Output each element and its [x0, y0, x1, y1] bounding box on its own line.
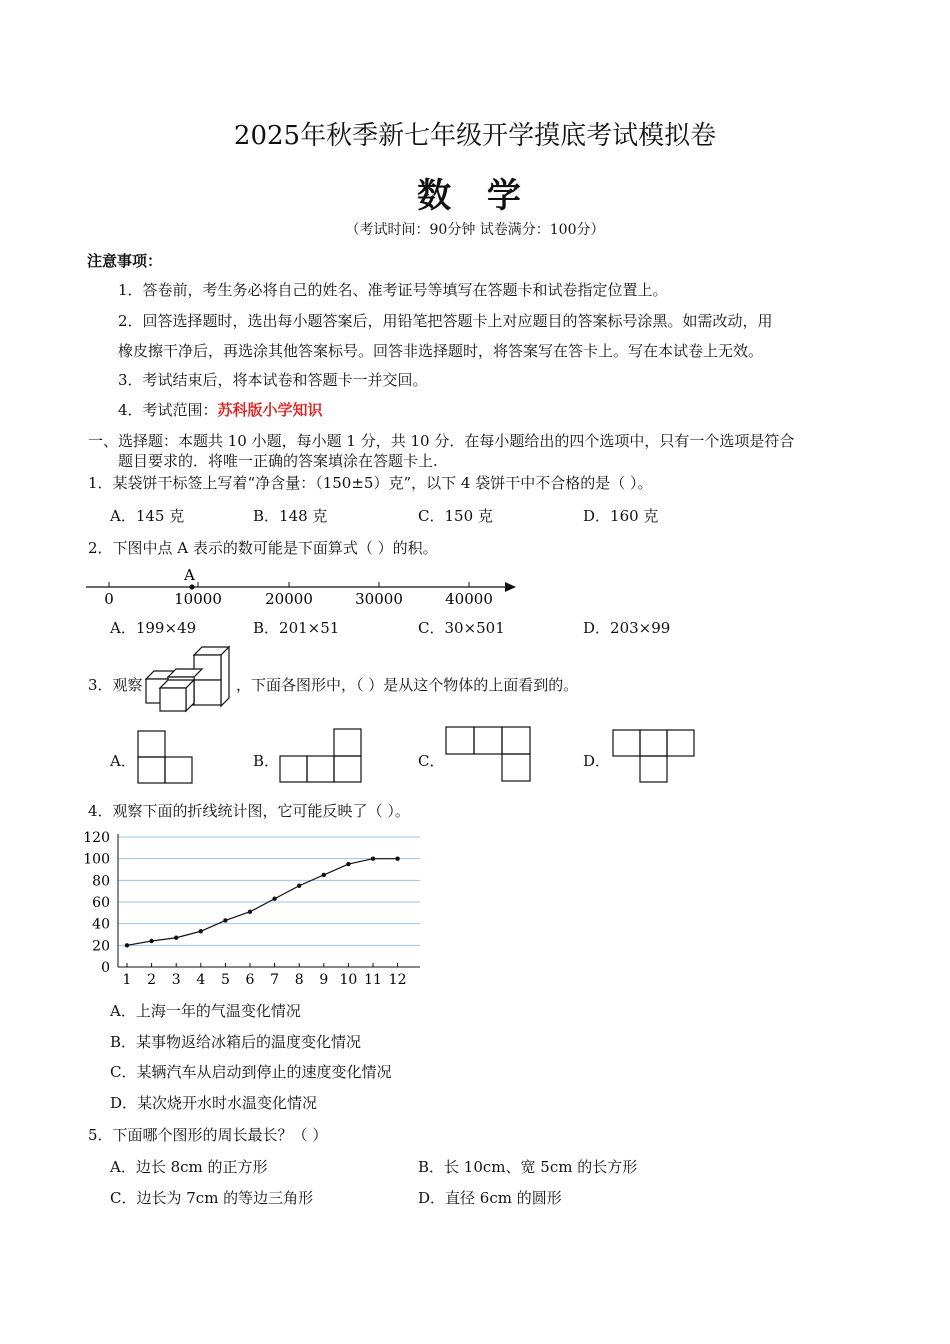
y-tick-label: 80 — [92, 873, 110, 890]
q1-stem: 1．某袋饼干标签上写着“净含量：（150±5）克”，以下 4 袋饼干中不合格的是（ ）。 — [88, 474, 653, 492]
q3-option-d: D． — [583, 752, 611, 770]
q2-stem: 2．下图中点 A 表示的数可能是下面算式（ ）的积。 — [88, 539, 438, 557]
tick-label-30000: 30000 — [355, 590, 403, 608]
point-a — [189, 584, 194, 589]
data-point — [248, 910, 252, 914]
q3-option-b: B． — [253, 752, 280, 770]
data-point — [199, 929, 203, 933]
q1-option-a: A．145 克 — [110, 507, 185, 525]
x-tick-label: 12 — [388, 972, 407, 988]
x-tick-label: 5 — [220, 972, 230, 988]
exam-title: 2025年秋季新七年级开学摸底考试模拟卷 — [233, 121, 717, 151]
note-4-scope: 苏科版小学知识 — [217, 401, 323, 419]
y-tick-label: 100 — [83, 851, 110, 868]
q2-number-line — [80, 560, 525, 612]
data-point — [149, 939, 153, 943]
q3-stem-prefix: 3．观察 — [88, 676, 143, 694]
x-tick-label: 1 — [122, 972, 132, 988]
data-point — [322, 873, 326, 877]
y-tick-label: 20 — [92, 938, 110, 955]
q3-option-a: A． — [110, 752, 136, 770]
q2-option-b: B．201×51 — [253, 619, 340, 637]
x-tick-label: 8 — [294, 972, 304, 988]
q2-option-d: D．203×99 — [583, 619, 671, 637]
exam-meta: （考试时间：90分钟 试卷满分：100分） — [345, 222, 605, 238]
y-tick-label: 40 — [92, 916, 110, 933]
number-line-arrow — [505, 582, 516, 592]
tick-label-20000: 20000 — [265, 590, 313, 608]
q4-stem: 4．观察下面的折线统计图，它可能反映了（ ）。 — [88, 802, 410, 820]
q3-figure-a — [137, 730, 195, 785]
x-tick-label: 7 — [270, 972, 280, 988]
note-4-prefix: 4．考试范围： — [118, 401, 218, 419]
q2-option-c: C．30×501 — [418, 619, 505, 637]
q3-option-c: C． — [418, 752, 445, 770]
q4-option-b: B．某事物返给冰箱后的温度变化情况 — [110, 1033, 362, 1051]
point-a-label: A — [184, 566, 195, 584]
q3-stem-suffix: ，下面各图形中，（ ）是从这个物体的上面看到的。 — [236, 676, 579, 694]
q3-figure-b — [278, 728, 364, 785]
q4-option-c: C．某辆汽车从启动到停止的速度变化情况 — [110, 1063, 392, 1081]
x-tick-label: 9 — [319, 972, 329, 988]
q5-option-d: D．直径 6cm 的圆形 — [418, 1189, 562, 1207]
x-tick-label: 6 — [245, 972, 255, 988]
data-point — [371, 856, 375, 860]
data-point — [346, 862, 350, 866]
x-tick-label: 11 — [364, 972, 382, 988]
data-point — [223, 918, 227, 922]
q5-option-b: B．长 10cm、宽 5cm 的长方形 — [418, 1158, 638, 1176]
note-1: 1．答卷前，考生务必将自己的姓名、准考证号等填写在答题卡和试卷指定位置上。 — [118, 281, 668, 299]
q4-option-a: A．上海一年的气温变化情况 — [110, 1002, 301, 1020]
tick-label-40000: 40000 — [445, 590, 493, 608]
x-tick-label: 3 — [171, 972, 181, 988]
y-tick-label: 120 — [83, 830, 110, 846]
x-tick-label: 2 — [147, 972, 157, 988]
q3-figure-d — [611, 728, 697, 785]
q4-line-chart — [80, 826, 425, 991]
subject-title: 数 学 — [417, 176, 533, 216]
section1-instructions-line1: 一、选择题：本题共 10 小题，每小题 1 分，共 10 分．在每小题给出的四个选项中，只有一个选项是符合 — [88, 432, 795, 450]
x-tick-label: 4 — [196, 972, 206, 988]
q5-option-a: A．边长 8cm 的正方形 — [110, 1158, 268, 1176]
q1-option-c: C．150 克 — [418, 507, 493, 525]
data-point — [395, 856, 399, 860]
notes-heading: 注意事项： — [87, 252, 163, 270]
q5-stem: 5．下面哪个图形的周长最长？（ ） — [88, 1126, 328, 1144]
q2-option-a: A．199×49 — [110, 619, 197, 637]
y-tick-label: 0 — [101, 960, 110, 976]
q4-option-d: D．某次烧开水时水温变化情况 — [110, 1094, 318, 1112]
section1-instructions-line2: 题目要求的．将唯一正确的答案填涂在答题卡上. — [118, 452, 438, 470]
data-point — [174, 936, 178, 940]
note-2-line2: 橡皮擦干净后，再选涂其他答案标号。回答非选择题时，将答案写在答卡上。写在本试卷上无效。 — [118, 342, 764, 360]
q1-option-d: D．160 克 — [583, 507, 659, 525]
note-4 — [118, 399, 323, 420]
tick-label-10000: 10000 — [174, 590, 222, 608]
x-tick-label: 10 — [339, 972, 358, 988]
data-point — [125, 943, 129, 947]
data-point — [297, 884, 301, 888]
tick-label-0: 0 — [104, 590, 114, 608]
q1-option-b: B．148 克 — [253, 507, 328, 525]
note-3: 3．考试结束后，将本试卷和答题卡一并交回。 — [118, 371, 428, 389]
q5-option-c: C．边长为 7cm 的等边三角形 — [110, 1189, 314, 1207]
q3-figure-c — [444, 725, 534, 785]
note-2-line1: 2．回答选择题时，选出每小题答案后，用铅笔把答题卡上对应题目的答案标号涂黑。如需改动，用 — [118, 312, 773, 330]
q3-cube-solid — [142, 643, 237, 715]
data-point — [272, 897, 276, 901]
y-tick-label: 60 — [92, 895, 110, 911]
